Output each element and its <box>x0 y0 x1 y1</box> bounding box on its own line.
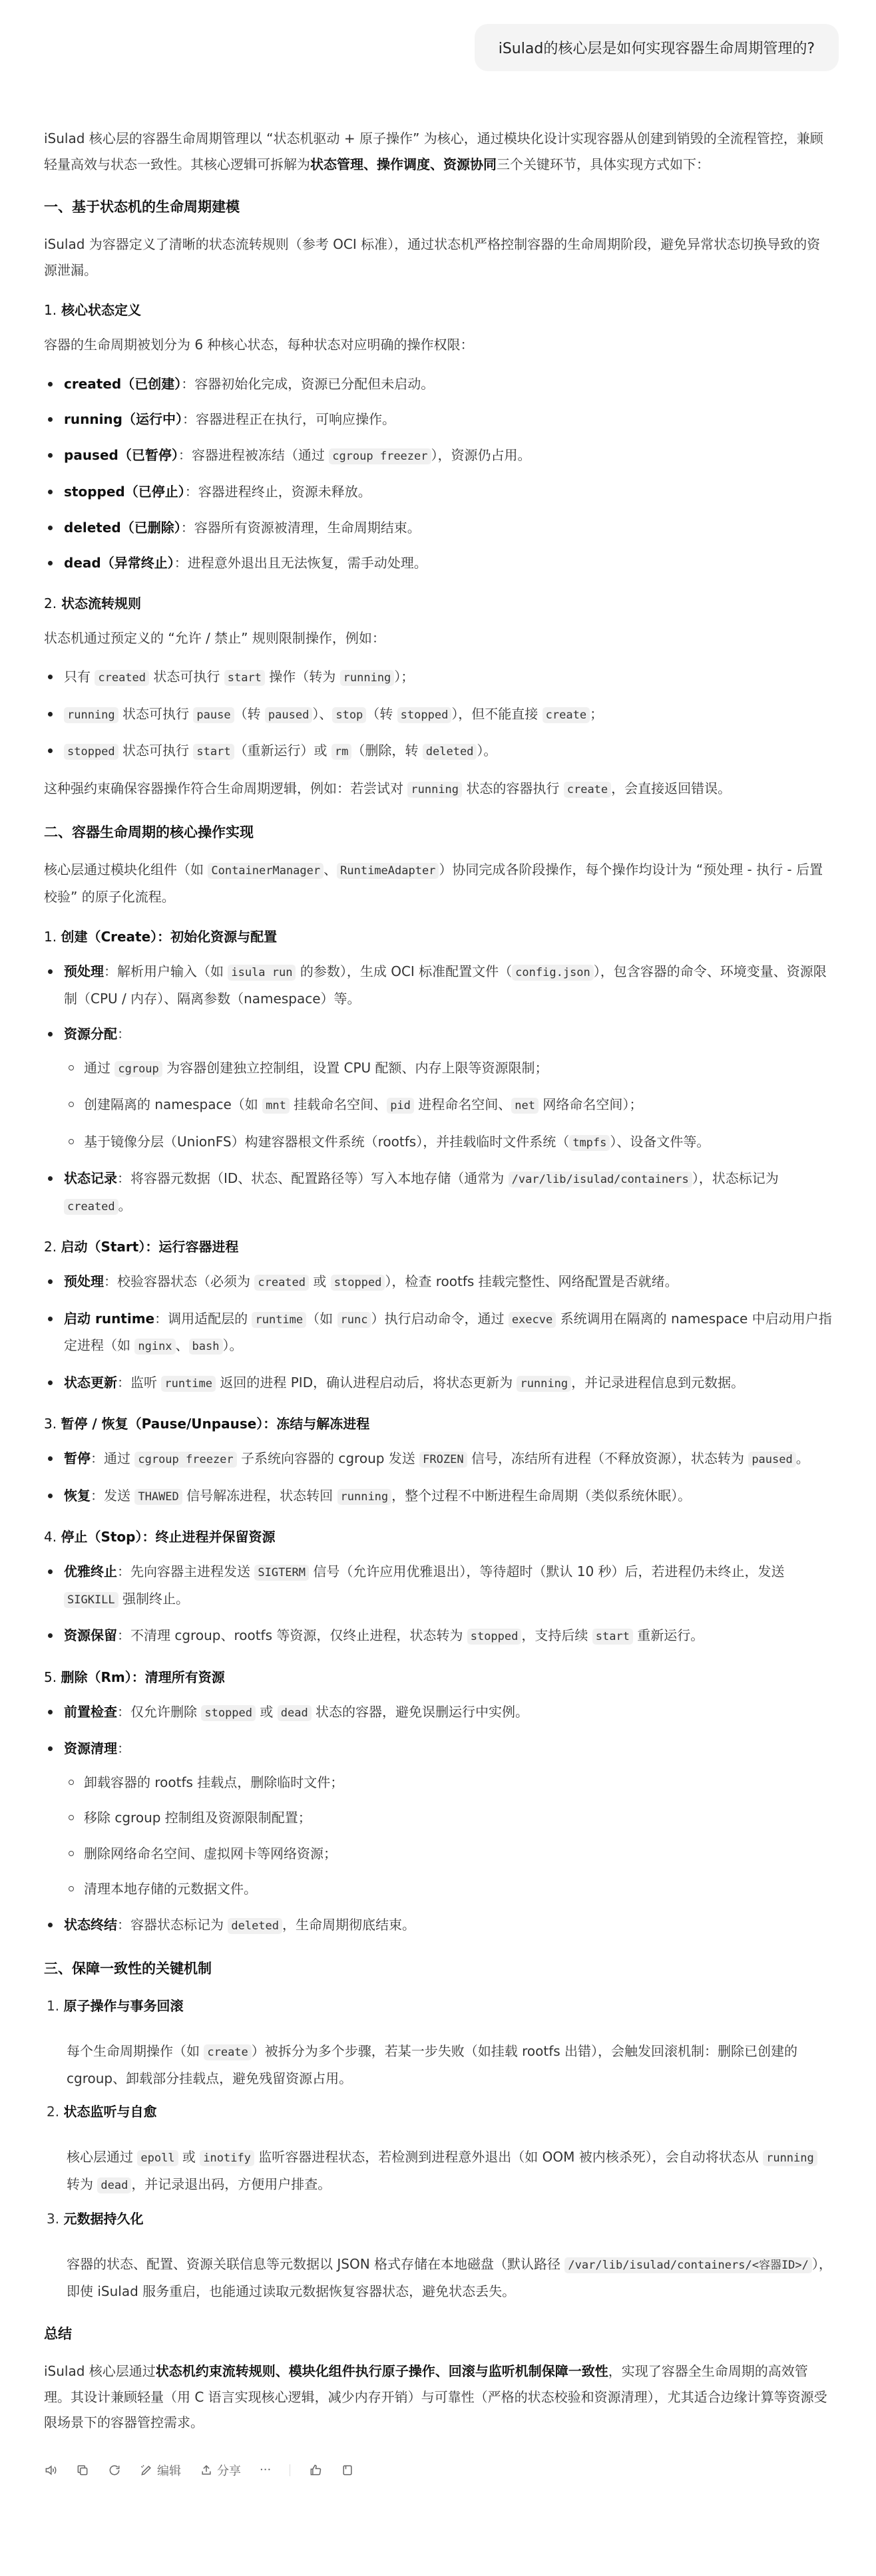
text: 每个生命周期操作（如 <box>67 2043 204 2059</box>
text: ，整个过程不中断进程生命周期（类似系统休眠）。 <box>391 1487 692 1504</box>
section1-sub1-desc: 容器的生命周期被划分为 6 种核心状态，每种状态对应明确的操作权限： <box>44 337 474 353</box>
text: 或 <box>178 2149 200 2165</box>
sub-step-list <box>64 1055 832 1156</box>
operation-step <box>44 1623 832 1650</box>
text: 通过 <box>84 1059 115 1076</box>
text: 。 <box>795 1450 809 1466</box>
heading-text: 创建（Create）：初始化资源与配置 <box>61 929 278 945</box>
state-item <box>44 406 832 432</box>
inline-code: start <box>592 1629 633 1645</box>
more-icon: ··· <box>260 2463 272 2477</box>
state-name: paused（已暂停） <box>64 446 178 463</box>
inline-code: inotify <box>200 2150 254 2166</box>
text: ： <box>117 1740 130 1756</box>
summary-bold: 状态机约束流转规则、模块化组件执行原子操作、回滚与监听机制保障一致性 <box>155 2363 608 2379</box>
inline-code: created <box>64 1199 118 1215</box>
mechanism-body <box>47 2144 832 2198</box>
inline-code: deleted <box>423 744 477 760</box>
text: ：调用适配层的 <box>154 1310 252 1327</box>
inline-code: running <box>64 707 118 723</box>
summary-text: iSulad 核心层通过 <box>44 2363 156 2379</box>
text: （删除，转 <box>351 742 423 758</box>
text: 为容器创建独立控制组，设置 CPU 配额、内存上限等资源限制； <box>162 1059 548 1076</box>
state-item <box>44 442 832 470</box>
sub-step <box>64 1129 832 1156</box>
inline-code: pid <box>387 1098 414 1114</box>
inline-code: start <box>224 670 265 686</box>
inline-code: config.json <box>512 965 594 981</box>
text: 、 <box>175 1337 189 1353</box>
inline-code: rm <box>331 744 351 760</box>
inline-code: /var/lib/isulad/containers <box>509 1172 692 1188</box>
sub-step <box>64 1055 832 1082</box>
inline-code: ContainerManager <box>208 863 324 879</box>
intro-text-after: 三个关键环节，具体实现方式如下： <box>497 156 710 172</box>
text: ）、 <box>312 705 333 722</box>
summary-title: 总结 <box>44 2326 72 2342</box>
inline-code: cgroup freezer <box>134 1452 236 1468</box>
text: ，生命周期彻底结束。 <box>282 1916 416 1933</box>
inline-code: dead <box>97 2177 131 2193</box>
operation-step <box>44 1736 832 1902</box>
heading-text: 删除（Rm）：清理所有资源 <box>61 1669 225 1685</box>
step-label: 前置检查 <box>64 1703 117 1720</box>
inline-code: SIGTERM <box>254 1565 309 1581</box>
text: ：解析用户输入（如 <box>104 963 228 979</box>
state-name: stopped（已停止） <box>64 484 185 500</box>
inline-code: running <box>517 1376 571 1392</box>
inline-code: stopped <box>397 707 452 723</box>
inline-code: paused <box>265 707 312 723</box>
sub-step <box>64 1092 832 1119</box>
inline-code: tmpfs <box>569 1135 610 1151</box>
heading-text: 核心状态定义 <box>61 302 142 318</box>
heading-number: 1. <box>44 929 61 945</box>
mechanism-body <box>47 2038 832 2091</box>
inline-code: running <box>337 1489 392 1505</box>
operation-step <box>44 1912 832 1939</box>
text: ），即使 iSulad 服务重启，也能通过读取元数据恢复容器状态，避免状态丢失。 <box>67 2256 832 2299</box>
heading-number: 2. <box>44 595 57 611</box>
inline-code: epoll <box>137 2150 178 2166</box>
inline-code: created <box>254 1275 309 1291</box>
inline-code: net <box>511 1098 539 1114</box>
share-icon <box>200 2464 213 2477</box>
text: （重新运行）或 <box>234 742 331 758</box>
regenerate-icon <box>108 2464 121 2477</box>
thumbs-up-icon <box>309 2464 322 2477</box>
inline-code: runc <box>337 1312 371 1328</box>
text: 只有 <box>64 669 95 685</box>
text: ：监听 <box>117 1374 162 1390</box>
text: ； <box>590 705 604 722</box>
text: 子系统向容器的 cgroup 发送 <box>236 1450 420 1466</box>
inline-code: created <box>95 670 149 686</box>
heading-text: 暂停 / 恢复（Pause/Unpause）：冻结与解冻进程 <box>61 1416 370 1432</box>
summary-text-after: ，实现了容器全生命周期的高效管理。其设计兼顾轻量（用 C 语言实现核心逻辑，减少内存开销）与可靠性（严格的状态校验和资源清理），尤其适合边缘计算等资源受限场景下的容器管控需求。 <box>44 2363 827 2430</box>
inline-code: running <box>340 670 395 686</box>
heading-text: 原子操作与事务回滚 <box>63 1998 184 2014</box>
text: ，支持后续 <box>521 1627 592 1643</box>
text: 重新运行。 <box>632 1627 704 1643</box>
inline-code: SIGKILL <box>64 1592 118 1608</box>
section1-sub1-title <box>44 300 832 320</box>
text: ：容器进程终止，资源未释放。 <box>184 484 371 500</box>
inline-code: /var/lib/isulad/containers/<容器ID>/ <box>564 2257 812 2273</box>
text: 清理本地存储的元数据文件。 <box>84 1881 257 1897</box>
sub-step <box>64 1841 832 1867</box>
sub-step <box>64 1805 832 1831</box>
edit-button[interactable] <box>140 2462 181 2479</box>
text: （转 <box>234 705 265 722</box>
heading-number: 1. <box>44 302 57 318</box>
text: 核心层通过 <box>67 2149 138 2165</box>
more-button[interactable] <box>260 2463 271 2477</box>
text: 这种强约束确保容器操作符合生命周期逻辑，例如：若尝试对 <box>44 780 408 796</box>
sub-step <box>64 1770 832 1796</box>
text: ：容器状态标记为 <box>117 1916 228 1933</box>
step-label: 资源清理 <box>64 1740 117 1756</box>
inline-code: cgroup <box>114 1061 162 1077</box>
inline-code: deleted <box>228 1918 282 1934</box>
heading-text: 状态流转规则 <box>61 595 142 611</box>
share-button[interactable] <box>200 2462 241 2479</box>
text: ：容器进程正在执行，可响应操作。 <box>182 411 395 427</box>
sub-step <box>64 1876 832 1902</box>
mechanism-title <box>47 1993 832 2018</box>
state-name: dead（异常终止） <box>64 555 174 571</box>
text: ），状态标记为 <box>692 1170 779 1186</box>
text: ）； <box>394 669 415 685</box>
rule-item <box>44 701 832 728</box>
operation-step <box>44 1699 832 1726</box>
step-label: 暂停 <box>64 1450 91 1466</box>
text: ： <box>117 1026 130 1042</box>
text: 。 <box>118 1197 132 1213</box>
step-label: 状态终结 <box>64 1916 117 1933</box>
heading-number: 2. <box>44 1239 61 1255</box>
heading-text: 状态监听与自愈 <box>63 2104 157 2120</box>
text: ：将容器元数据（ID、状态、配置路径等）写入本地存储（通常为 <box>117 1170 509 1186</box>
text: 系统调用在隔离的 namespace 中启动用户指定进程（如 <box>64 1310 832 1353</box>
state-item <box>44 371 832 397</box>
text: ：不清理 cgroup、rootfs 等资源，仅终止进程，状态转为 <box>117 1627 467 1643</box>
sub-step-list <box>64 1770 832 1902</box>
operation-step <box>44 1483 832 1510</box>
summary-paragraph <box>44 2358 832 2436</box>
operation-step <box>44 1166 832 1219</box>
text: 核心层通过模块化组件（如 <box>44 862 208 878</box>
text: 挂载命名空间、 <box>289 1096 387 1112</box>
text: 或 <box>309 1273 331 1289</box>
text: ，并记录进程信息到元数据。 <box>571 1374 745 1390</box>
text: ），资源仍占用。 <box>431 446 531 463</box>
section1-desc: iSulad 为容器定义了清晰的状态流转规则（参考 OCI 标准），通过状态机严格控制容器的生命周期阶段，避免异常状态切换导致的资源泄漏。 <box>44 236 821 278</box>
section2-desc <box>44 857 832 909</box>
section1-sub2-title <box>44 593 832 613</box>
text: ：容器所有资源被清理，生命周期结束。 <box>180 519 421 536</box>
operation-title <box>44 1414 832 1434</box>
text: 信号（允许应用优雅退出），等待超时（默认 10 秒）后，若进程仍未终止，发送 <box>309 1563 785 1579</box>
text: ：容器初始化完成，资源已分配但未启动。 <box>181 375 435 392</box>
inline-code: mnt <box>262 1098 290 1114</box>
text: ）协同完成各阶段操作，每个操作均设计为 “预处理 - 执行 - 后置校验” 的原子化流程。 <box>44 862 823 905</box>
assistant-answer <box>44 126 832 2482</box>
inline-code: create <box>543 707 590 723</box>
mechanism-item <box>47 1993 832 2091</box>
mechanism-item <box>47 2206 832 2304</box>
text: ：容器进程被冻结（通过 <box>178 446 329 463</box>
operation-step <box>44 1446 832 1473</box>
heading-number: 4. <box>44 1529 61 1545</box>
inline-code: pause <box>193 707 234 723</box>
section1-sub2-desc: 状态机通过预定义的 “允许 / 禁止” 规则限制操作，例如： <box>44 629 385 646</box>
mechanism-title <box>47 2206 832 2231</box>
heading-text: 停止（Stop）：终止进程并保留资源 <box>61 1529 276 1545</box>
inline-code: dead <box>278 1705 312 1721</box>
operation-step <box>44 1021 832 1156</box>
user-message-row <box>44 0 832 71</box>
state-item <box>44 479 832 505</box>
operation-steps <box>44 1446 832 1510</box>
text: 操作（转为 <box>264 669 340 685</box>
section2-title: 二、容器生命周期的核心操作实现 <box>44 824 254 840</box>
intro-paragraph <box>44 126 832 177</box>
text: ）、设备文件等。 <box>610 1133 710 1150</box>
section1-title: 一、基于状态机的生命周期建模 <box>44 199 240 215</box>
heading-number: 1. <box>47 1998 64 2014</box>
share-label: 分享 <box>217 2464 241 2478</box>
text: ）执行启动命令，通过 <box>371 1310 509 1327</box>
inline-code: bash <box>189 1339 223 1355</box>
rule-item <box>44 738 832 765</box>
text: （如 <box>306 1310 337 1327</box>
inline-code: stop <box>332 707 366 723</box>
text: ，会直接返回错误。 <box>611 780 732 796</box>
inline-code: runtime <box>252 1312 306 1328</box>
like-button[interactable] <box>309 2464 322 2477</box>
inline-code: start <box>193 744 234 760</box>
operation-steps <box>44 1269 832 1396</box>
text: 返回的进程 PID，确认进程启动后，将状态更新为 <box>216 1374 517 1390</box>
edit-label: 编辑 <box>157 2464 181 2478</box>
text: 移除 cgroup 控制组及资源限制配置； <box>84 1810 312 1826</box>
operation-step <box>44 1370 832 1397</box>
heading-text: 启动（Start）：运行容器进程 <box>61 1239 239 1255</box>
inline-code: stopped <box>467 1629 522 1645</box>
heading-number: 5. <box>44 1669 61 1685</box>
text: 强制终止。 <box>118 1590 190 1607</box>
step-label: 预处理 <box>64 1273 104 1289</box>
operation-title <box>44 1527 832 1547</box>
inline-code: running <box>763 2150 817 2166</box>
inline-code: create <box>564 782 611 798</box>
inline-code: THAWED <box>134 1489 182 1505</box>
inline-code: FROZEN <box>419 1452 467 1468</box>
text: 状态可执行 <box>118 705 194 722</box>
rule-list <box>44 664 832 765</box>
inline-code: stopped <box>201 1705 256 1721</box>
step-label: 恢复 <box>64 1487 91 1504</box>
step-label: 优雅终止 <box>64 1563 117 1579</box>
text: 容器的状态、配置、资源关联信息等元数据以 JSON 格式存储在本地磁盘（默认路径 <box>67 2256 565 2272</box>
operation-step <box>44 959 832 1011</box>
intro-text: iSulad 核心层的容器生命周期管理以 “状态机驱动 + 原子操作” 为核心，通过模块化设计实现容器从创建到销毁的全流程管控，兼顾轻量高效与状态一致性。其核心逻辑可拆解为 <box>44 130 823 172</box>
mechanism-body <box>47 2251 832 2304</box>
operation-steps <box>44 959 832 1219</box>
copy-icon <box>76 2464 89 2477</box>
text: 卸载容器的 rootfs 挂载点，删除临时文件； <box>84 1774 344 1790</box>
state-name: created（已创建） <box>64 375 182 392</box>
text: ）被拆分为多个步骤，若某一步失败（如挂载 rootfs 出错），会触发回滚机制：删除已创建的 cgroup、卸载部分挂载点，避免残留资源占用。 <box>67 2043 798 2086</box>
mechanism-list <box>44 1993 832 2304</box>
heading-number: 3. <box>47 2211 64 2227</box>
text: ：校验容器状态（必须为 <box>104 1273 255 1289</box>
heading-text: 元数据持久化 <box>63 2211 144 2227</box>
text: 删除网络命名空间、虚拟网卡等网络资源； <box>84 1845 337 1861</box>
text: 状态的容器，避免误删运行中实例。 <box>311 1703 529 1720</box>
copy-button[interactable] <box>76 2464 89 2477</box>
text: ：进程意外退出且无法恢复，需手动处理。 <box>174 555 427 571</box>
text: 状态的容器执行 <box>462 780 564 796</box>
edit-icon <box>140 2464 153 2477</box>
step-label: 状态记录 <box>64 1170 117 1186</box>
step-label: 状态更新 <box>64 1374 117 1390</box>
operation-steps <box>44 1559 832 1650</box>
step-label: 启动 runtime <box>64 1310 155 1327</box>
inline-code: stopped <box>331 1275 385 1291</box>
text: 、 <box>324 862 337 878</box>
bookmark-icon <box>341 2464 354 2477</box>
text: 状态可执行 <box>118 742 194 758</box>
message-action-toolbar <box>44 2458 832 2482</box>
intro-bold: 状态管理、操作调度、资源协同 <box>310 156 497 172</box>
operation-step <box>44 1559 832 1613</box>
text: 或 <box>256 1703 278 1720</box>
operation-step <box>44 1269 832 1296</box>
step-label: 资源分配 <box>64 1026 117 1042</box>
inline-code: execve <box>509 1312 556 1328</box>
operations-list <box>44 927 832 1939</box>
inline-code: create <box>204 2044 251 2060</box>
text: ）。 <box>477 742 497 758</box>
text: ：通过 <box>91 1450 135 1466</box>
text: ），检查 rootfs 挂载完整性、网络配置是否就绪。 <box>385 1273 678 1289</box>
text: 状态可执行 <box>149 669 224 685</box>
inline-code: stopped <box>64 744 118 760</box>
text: 网络命名空间）； <box>538 1096 643 1112</box>
text: ，并记录退出码，方便用户排查。 <box>131 2175 331 2192</box>
section3-title: 三、保障一致性的关键机制 <box>44 1961 212 1977</box>
operation-title <box>44 1237 832 1257</box>
operation-step <box>44 1306 832 1360</box>
text: 转为 <box>67 2175 98 2192</box>
operation-steps <box>44 1699 832 1939</box>
text: 进程命名空间、 <box>413 1096 512 1112</box>
text: ）。 <box>222 1337 243 1353</box>
step-label: 预处理 <box>64 963 104 979</box>
state-item <box>44 550 832 576</box>
text: ：先向容器主进程发送 <box>117 1563 255 1579</box>
rules-note <box>44 776 832 803</box>
state-name: deleted（已删除） <box>64 519 181 536</box>
state-list <box>44 371 832 576</box>
state-item <box>44 515 832 541</box>
operation-title <box>44 927 832 947</box>
user-question-bubble: iSulad的核心层是如何实现容器生命周期管理的? <box>475 24 839 71</box>
speaker-icon <box>44 2464 57 2477</box>
text: ），但不能直接 <box>451 705 543 722</box>
inline-code: runtime <box>161 1376 216 1392</box>
text: ：仅允许删除 <box>117 1703 202 1720</box>
read-aloud-button[interactable] <box>44 2464 57 2477</box>
text: （转 <box>366 705 397 722</box>
heading-number: 2. <box>47 2104 64 2120</box>
text: 监听容器进程状态，若检测到进程意外退出（如 OOM 被内核杀死），会自动将状态从 <box>254 2149 764 2165</box>
inline-code: isula run <box>228 965 296 981</box>
mechanism-item <box>47 2099 832 2198</box>
text: 创建隔离的 namespace（如 <box>84 1096 263 1112</box>
inline-code: RuntimeAdapter <box>337 863 439 879</box>
text: ：发送 <box>91 1487 135 1504</box>
inline-code: paused <box>748 1452 795 1468</box>
operation-title <box>44 1667 832 1687</box>
heading-number: 3. <box>44 1416 61 1432</box>
regenerate-button[interactable] <box>108 2464 121 2477</box>
bookmark-button[interactable] <box>341 2464 354 2477</box>
text: 信号解冻进程，状态转回 <box>182 1487 337 1504</box>
text: 信号，冻结所有进程（不释放资源），状态转为 <box>467 1450 749 1466</box>
rule-item <box>44 664 832 691</box>
step-label: 资源保留 <box>64 1627 117 1643</box>
inline-code: nginx <box>134 1339 175 1355</box>
text: ），包含容器的命令、环境变量、资源限制（CPU / 内存）、隔离参数（namespace）等。 <box>64 963 827 1007</box>
mechanism-title <box>47 2099 832 2124</box>
inline-code: cgroup freezer <box>329 448 431 464</box>
text: 的参数），生成 OCI 标准配置文件（ <box>296 963 513 979</box>
state-name: running（运行中） <box>64 411 182 427</box>
text: 基于镜像分层（UnionFS）构建容器根文件系统（rootfs），并挂载临时文件系统（ <box>84 1133 570 1150</box>
inline-code: running <box>407 782 462 798</box>
